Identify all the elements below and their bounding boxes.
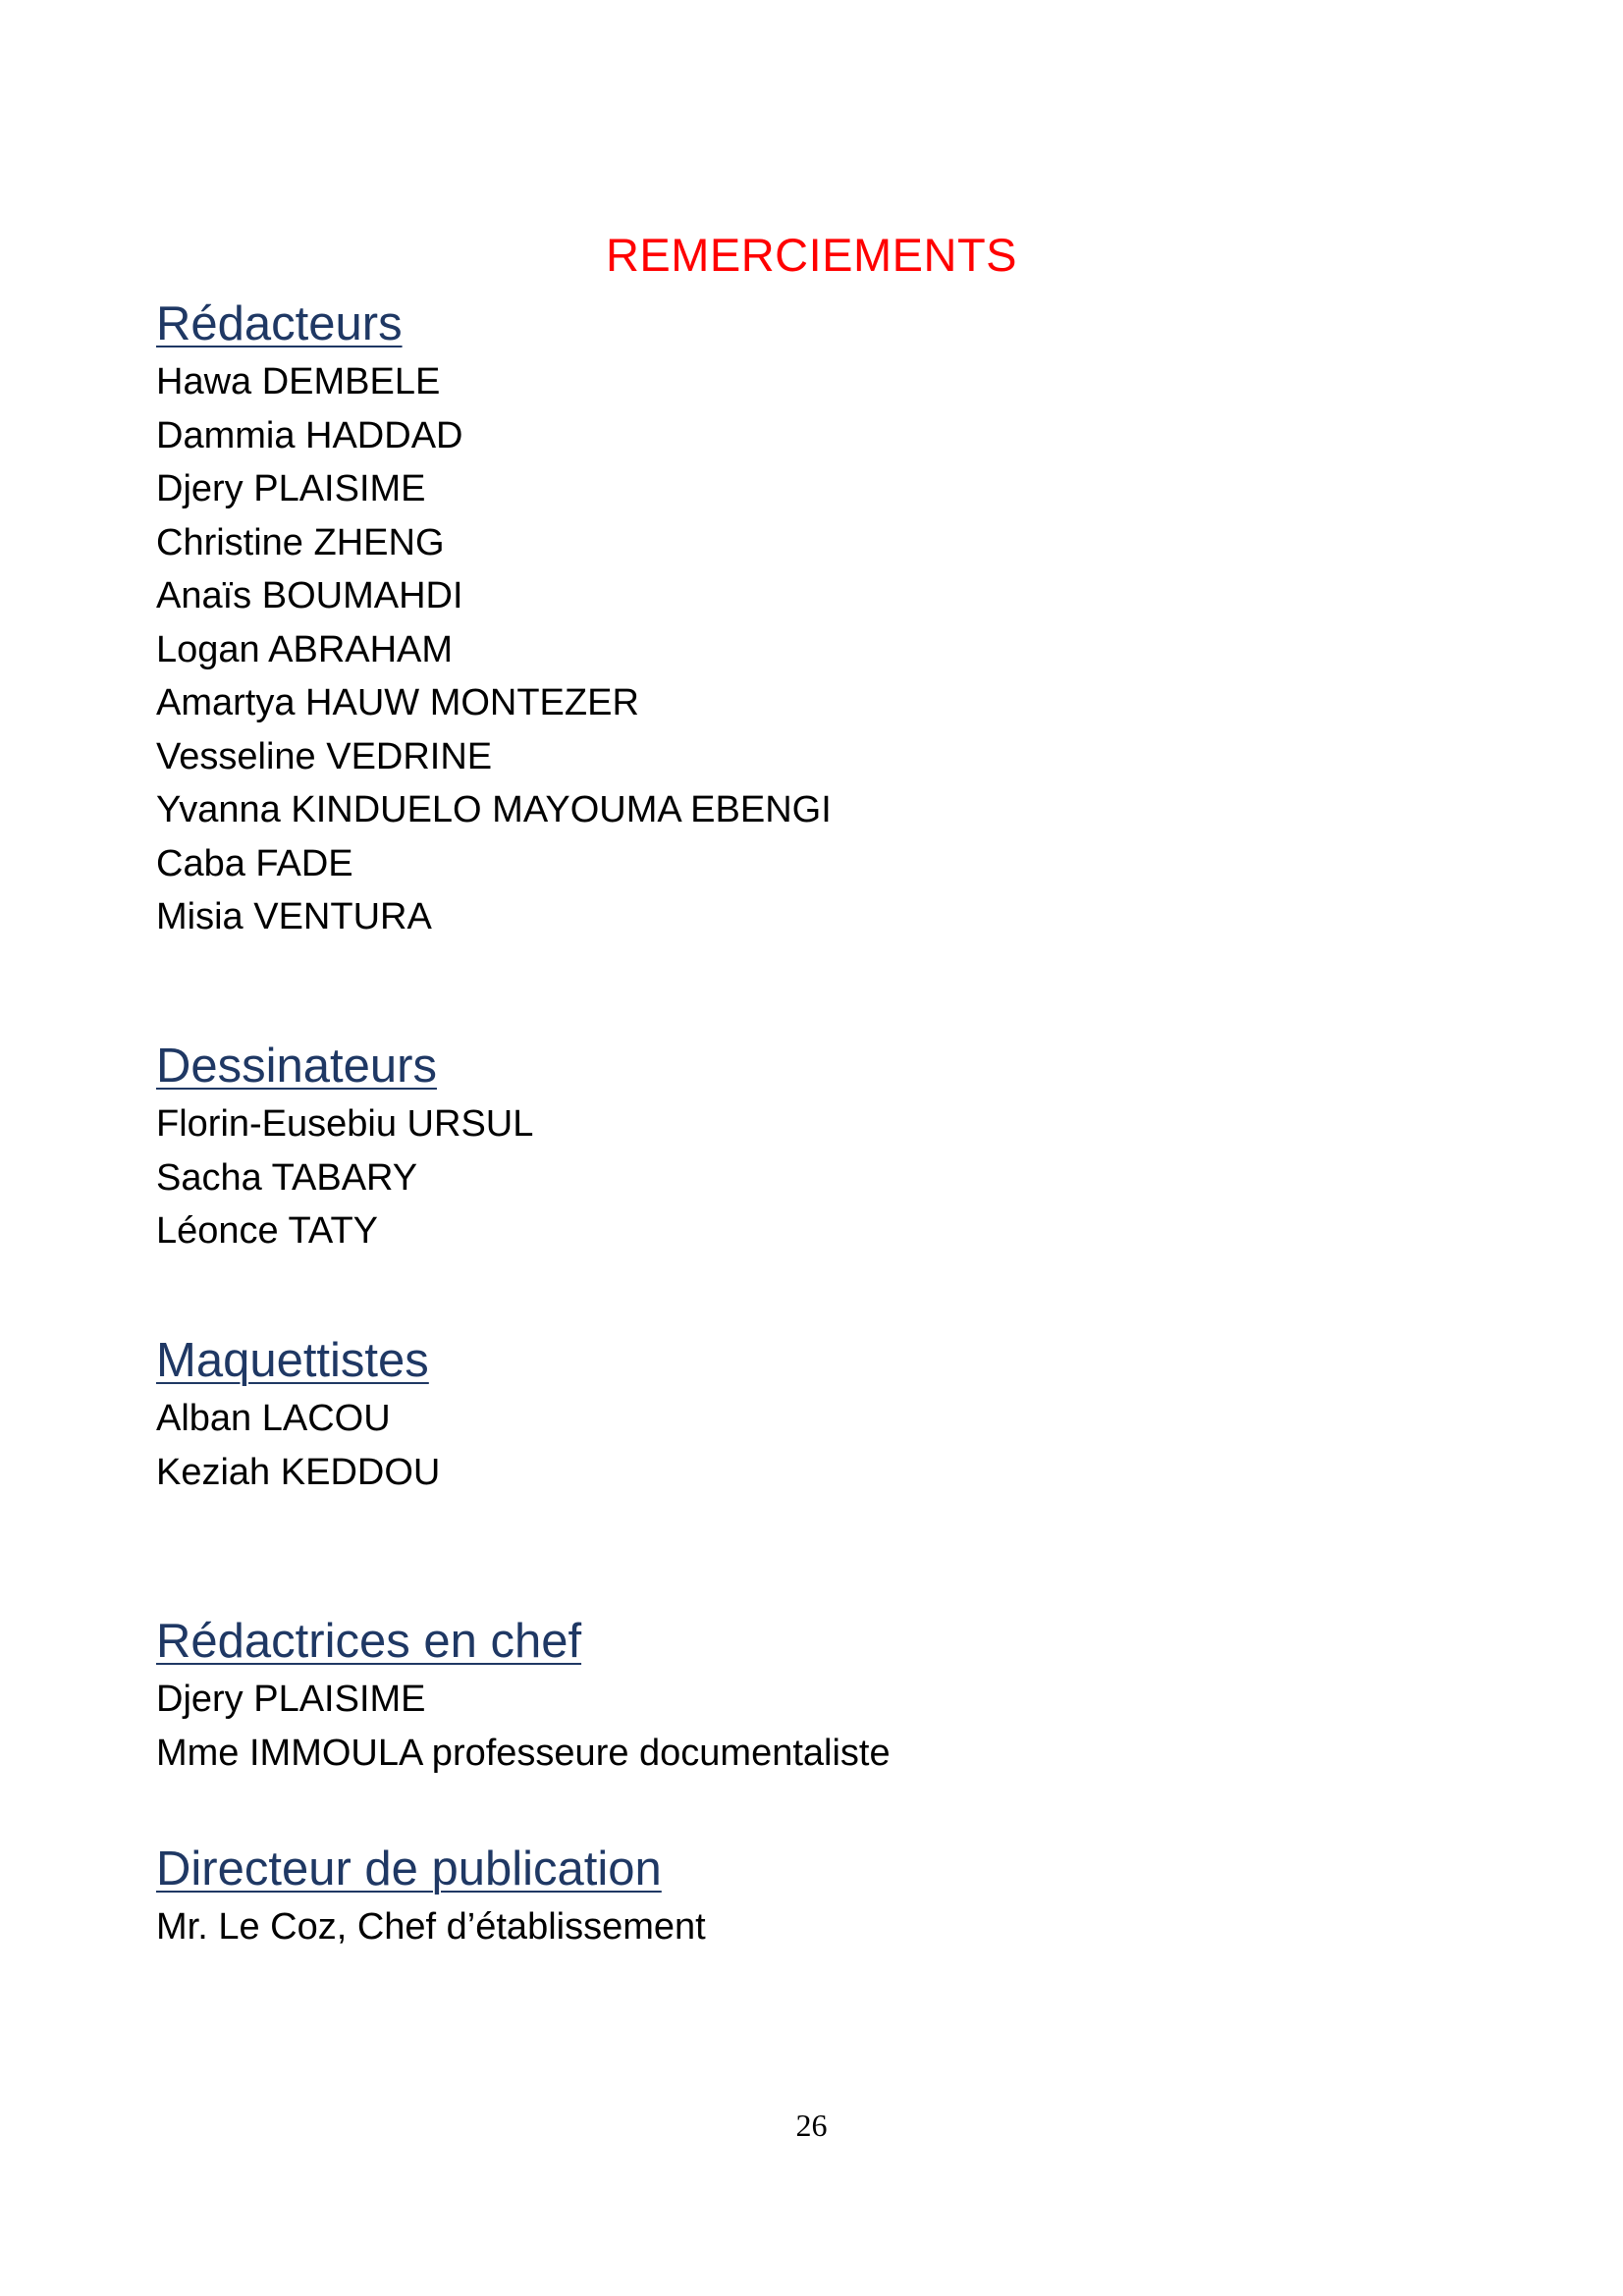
section-maquettistes — [156, 1329, 1433, 1499]
list-item: Logan ABRAHAM — [156, 628, 454, 670]
list-item: Hawa DEMBELE — [156, 361, 441, 402]
section-directeur-de-publication — [156, 1838, 1433, 1954]
list-item: Mme IMMOULA professeure documentaliste — [156, 1732, 891, 1774]
list-item: Christine ZHENG — [156, 521, 445, 563]
list-item: Caba FADE — [156, 842, 353, 884]
section-heading: Dessinateurs — [156, 1040, 437, 1093]
list-item: Djery PLAISIME — [156, 468, 426, 509]
list-item: Sacha TABARY — [156, 1156, 418, 1199]
section-redacteurs — [156, 293, 1433, 944]
list-item: Florin-Eusebiu URSUL — [156, 1103, 534, 1145]
list-item: Yvanna KINDUELO MAYOUMA EBENGI — [156, 789, 832, 830]
list-item: Vesseline VEDRINE — [156, 735, 493, 777]
list-item: Djery PLAISIME — [156, 1679, 426, 1720]
list-item: Léonce TATY — [156, 1210, 379, 1252]
list-item: Misia VENTURA — [156, 896, 432, 937]
page-number: 26 — [795, 2108, 828, 2143]
list-item: Anaïs BOUMAHDI — [156, 575, 463, 616]
section-heading: Rédactrices en chef — [156, 1615, 582, 1668]
list-item: Alban LACOU — [156, 1398, 391, 1439]
list-item: Keziah KEDDOU — [156, 1451, 441, 1493]
list-item: Dammia HADDAD — [156, 414, 463, 456]
name-list — [156, 1097, 1433, 1258]
list-item: Amartya HAUW MONTEZER — [156, 682, 639, 723]
name-list — [156, 1900, 1433, 1954]
section-heading: Maquettistes — [156, 1334, 429, 1387]
name-list — [156, 355, 1433, 944]
section-heading: Directeur de publication — [156, 1842, 662, 1896]
list-item: Mr. Le Coz, Chef d’établissement — [156, 1906, 706, 1948]
section-heading: Rédacteurs — [156, 297, 403, 350]
name-list — [156, 1673, 1433, 1780]
page-title: REMERCIEMENTS — [605, 229, 1018, 281]
section-dessinateurs — [156, 1035, 1433, 1258]
name-list — [156, 1392, 1433, 1499]
section-redactrices-en-chef — [156, 1610, 1433, 1780]
